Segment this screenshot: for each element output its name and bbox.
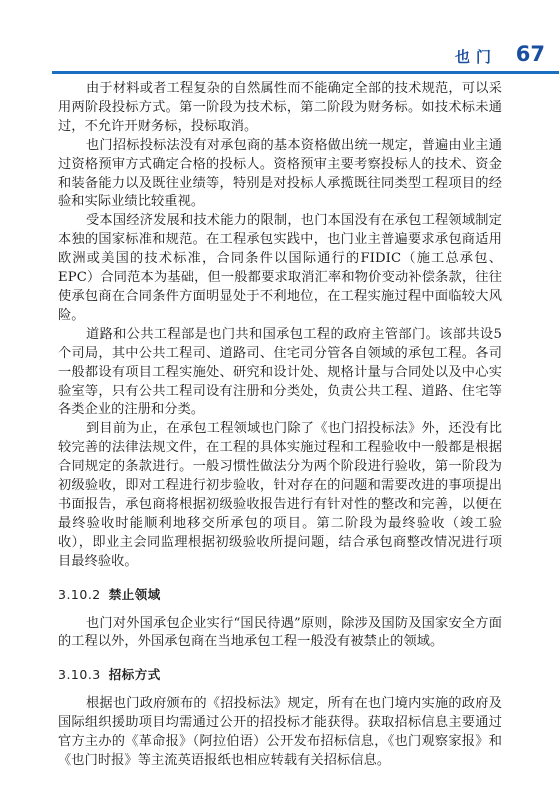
section-number: 3.10.3 — [58, 667, 101, 683]
page-body — [58, 80, 502, 771]
page-header — [0, 40, 559, 74]
header-rule — [52, 71, 559, 74]
paragraph: 由于材料或者工程复杂的自然属性而不能确定全部的技术规范，可以采用两阶段投标方式。第一阶段为技术标，第二阶段为财务标。如技术标未通过，不允许开财务标，投标取消。 — [58, 81, 502, 134]
section-number: 3.10.2 — [58, 586, 101, 602]
paragraph: 也门招标投标法没有对承包商的基本资格做出统一规定，普遍由业主通过资格预审方式确定合格的投标人。资格预审主要考察投标人的技术、资金和装备能力以及既往业绩等，特别是对投标人承揽既往同类型工程项目的经验和实际业绩比较重视。 — [58, 137, 502, 210]
running-header-country: 也门 — [454, 48, 497, 66]
paragraph: 道路和公共工程部是也门共和国承包工程的政府主管部门。该部共设5个司局，其中公共工程司、道路司、住宅司分管各自领域的承包工程。各司一般都设有项目工程实施处、研究和设计处、规格计量与合同处以及中心实验室等，只有公共工程司设有注册和分类处，负责公共工程、道路、住宅等各类企业的注册和分类。 — [58, 326, 502, 418]
paragraph: 受本国经济发展和技术能力的限制，也门本国没有在承包工程领域制定本独的国家标准和规范。在工程承包实践中，也门业主普遍要求承包商适用欧洲或美国的技术标准，合同条件以国际通行的FIDIC（施工总承包、EPC）合同范本为基础，但一般都要求取消汇率和物价变动补偿条款，往往使承包商在合同条件方面明显处于不利地位，在工程实施过程中面临较大风险。 — [58, 213, 502, 323]
paragraph: 根据也门政府颁布的《招投标法》规定，所有在也门境内实施的政府及国际组织援助项目均需通过公开的招投标才能获得。获取招标信息主要通过官方主办的《革命报》（阿拉伯语）公开发布招标信息，《也门观察家报》和《也门时报》等主流英语报纸也相应转载有关招标信息。 — [58, 696, 502, 769]
section-title: 禁止领域 — [108, 586, 161, 602]
page-number: 67 — [515, 42, 545, 66]
section-title: 招标方式 — [108, 667, 161, 683]
paragraph: 到目前为止，在承包工程领域也门除了《也门招投标法》外，还没有比较完善的法律法规文件，在工程的具体实施过程和工程验收中一般都是根据合同规定的条款进行。一般习惯性做法分为两个阶段进行验收，第一阶段为初级验收，即对工程进行初步验收，针对存在的问题和需要改进的事项提出书面报告，承包商将根据初级验收报告进行有针对性的整改和完善，以便在最终验收时能顺利地移交所承包的项目。第二阶段为最终验收（竣工验收），即业主会同监理根据初级验收所提问题，结合承包商整改情况进行项目最终验收。 — [58, 421, 502, 569]
paragraph: 也门对外国承包企业实行“国民待遇”原则，除涉及国防及国家安全方面的工程以外，外国承包商在当地承包工程一般没有被禁止的领域。 — [58, 615, 502, 650]
section-heading — [58, 665, 502, 683]
section-heading — [58, 585, 502, 603]
